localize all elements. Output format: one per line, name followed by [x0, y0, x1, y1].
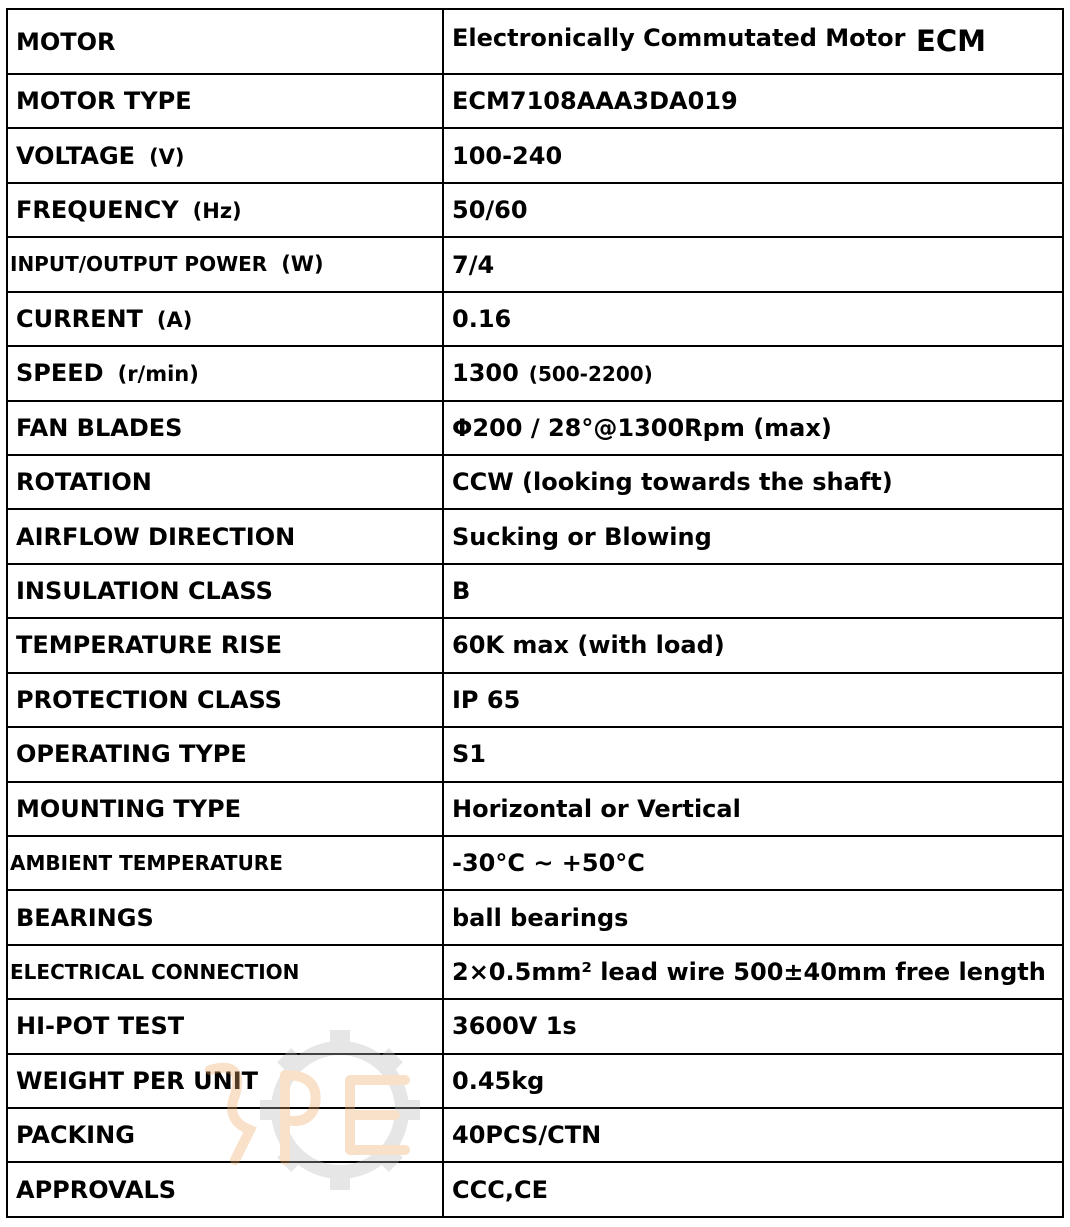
spec-row: [7, 836, 1063, 890]
spec-value: 100-240: [452, 141, 563, 170]
spec-label: TEMPERATURE RISE: [16, 631, 283, 660]
spec-value-cell: [443, 836, 1063, 890]
spec-value: Electronically Commutated Motor: [452, 24, 906, 53]
spec-value-cell: [443, 292, 1063, 346]
spec-value-cell: [443, 727, 1063, 781]
spec-row: [7, 618, 1063, 672]
spec-label-cell: [7, 183, 443, 237]
spec-value-tag: ECM: [916, 24, 986, 59]
spec-label: FREQUENCY: [16, 196, 179, 225]
spec-value-cell: [443, 237, 1063, 291]
spec-row: [7, 945, 1063, 999]
spec-row: [7, 890, 1063, 944]
spec-value: Φ200 / 28°@1300Rpm (max): [452, 413, 832, 442]
spec-label-cell: [7, 1162, 443, 1217]
spec-row: [7, 183, 1063, 237]
spec-row: [7, 999, 1063, 1053]
spec-value-cell: [443, 1054, 1063, 1108]
spec-label-cell: [7, 673, 443, 727]
spec-row: [7, 128, 1063, 182]
spec-label: CURRENT: [16, 304, 143, 333]
spec-label: VOLTAGE: [16, 141, 136, 170]
spec-label-cell: [7, 128, 443, 182]
spec-value: CCW (looking towards the shaft): [452, 468, 893, 497]
spec-row: [7, 9, 1063, 74]
spec-value: 3600V 1s: [452, 1012, 577, 1041]
spec-label: WEIGHT PER UNIT: [16, 1066, 259, 1095]
spec-label-cell: [7, 564, 443, 618]
spec-row: [7, 1162, 1063, 1217]
spec-value-cell: [443, 1108, 1063, 1162]
spec-value-cell: [443, 128, 1063, 182]
spec-label-cell: [7, 890, 443, 944]
spec-label: SPEED: [16, 359, 104, 388]
spec-value: 1300: [452, 359, 519, 388]
spec-row: [7, 564, 1063, 618]
spec-label-cell: [7, 292, 443, 346]
spec-table-body: [7, 9, 1063, 1217]
spec-label: PACKING: [16, 1121, 135, 1150]
spec-label-cell: [7, 836, 443, 890]
spec-value: ball bearings: [452, 903, 629, 932]
spec-value: 40PCS/CTN: [452, 1121, 602, 1150]
spec-value: S1: [452, 740, 486, 769]
spec-row: [7, 1108, 1063, 1162]
spec-label: OPERATING TYPE: [16, 740, 247, 769]
spec-unit: (A): [156, 307, 193, 332]
spec-value-cell: [443, 945, 1063, 999]
spec-value: 0.45kg: [452, 1066, 545, 1095]
spec-label-cell: [7, 455, 443, 509]
spec-value-cell: [443, 401, 1063, 455]
spec-value: 0.16: [452, 304, 512, 333]
spec-value-cell: [443, 564, 1063, 618]
spec-unit: (r/min): [117, 362, 199, 387]
spec-label-cell: [7, 346, 443, 400]
spec-row: [7, 401, 1063, 455]
spec-label-cell: [7, 1108, 443, 1162]
spec-unit: (V): [149, 144, 185, 169]
spec-value-suffix: (500-2200): [528, 362, 653, 387]
spec-value: 2×0.5mm² lead wire 500±40mm free length: [452, 958, 1046, 986]
spec-label: PROTECTION CLASS: [16, 685, 282, 714]
spec-row: [7, 237, 1063, 291]
spec-label: INPUT/OUTPUT POWER: [10, 252, 268, 277]
spec-label-cell: [7, 509, 443, 563]
spec-unit: (Hz): [192, 199, 242, 224]
spec-label-cell: [7, 782, 443, 836]
spec-value-cell: [443, 346, 1063, 400]
spec-row: [7, 509, 1063, 563]
spec-label: BEARINGS: [16, 903, 154, 932]
spec-value: IP 65: [452, 685, 521, 714]
spec-row: [7, 292, 1063, 346]
spec-label: ROTATION: [16, 468, 152, 497]
spec-value-cell: [443, 618, 1063, 672]
spec-label-cell: [7, 1054, 443, 1108]
spec-label: HI-POT TEST: [16, 1012, 185, 1041]
spec-value: B: [452, 577, 471, 606]
spec-label: APPROVALS: [16, 1175, 177, 1204]
spec-label-cell: [7, 9, 443, 74]
spec-row: [7, 455, 1063, 509]
spec-label: FAN BLADES: [16, 413, 183, 442]
spec-label: MOTOR: [16, 27, 116, 56]
spec-value-cell: [443, 890, 1063, 944]
spec-row: [7, 74, 1063, 128]
spec-label: MOUNTING TYPE: [16, 794, 242, 823]
motor-spec-table: [6, 8, 1064, 1218]
spec-value-cell: [443, 9, 1063, 74]
spec-value: -30°C ~ +50°C: [452, 849, 645, 878]
spec-row: [7, 1054, 1063, 1108]
spec-label: INSULATION CLASS: [16, 577, 273, 606]
spec-value-cell: [443, 999, 1063, 1053]
spec-sheet: [6, 8, 1064, 1218]
spec-label-cell: [7, 237, 443, 291]
spec-value-cell: [443, 455, 1063, 509]
spec-row: [7, 346, 1063, 400]
spec-label-cell: [7, 401, 443, 455]
spec-value-cell: [443, 1162, 1063, 1217]
spec-value-cell: [443, 509, 1063, 563]
spec-label: ELECTRICAL CONNECTION: [10, 959, 300, 984]
spec-value: Sucking or Blowing: [452, 522, 712, 551]
spec-label: AMBIENT TEMPERATURE: [10, 850, 283, 875]
spec-value-cell: [443, 673, 1063, 727]
spec-value: 50/60: [452, 196, 528, 225]
spec-value-cell: [443, 74, 1063, 128]
spec-label-cell: [7, 727, 443, 781]
spec-value: 7/4: [452, 250, 495, 279]
spec-label: AIRFLOW DIRECTION: [16, 522, 296, 551]
spec-label-cell: [7, 618, 443, 672]
spec-label: MOTOR TYPE: [16, 87, 192, 116]
spec-label-cell: [7, 74, 443, 128]
spec-value: ECM7108AAA3DA019: [452, 87, 738, 116]
spec-row: [7, 727, 1063, 781]
spec-value: CCC,CE: [452, 1175, 548, 1204]
spec-label-cell: [7, 999, 443, 1053]
spec-value-cell: [443, 782, 1063, 836]
spec-row: [7, 782, 1063, 836]
spec-row: [7, 673, 1063, 727]
spec-value: 60K max (with load): [452, 631, 725, 660]
spec-unit: (W): [281, 252, 324, 277]
spec-label-cell: [7, 945, 443, 999]
spec-value-cell: [443, 183, 1063, 237]
spec-value: Horizontal or Vertical: [452, 794, 741, 823]
